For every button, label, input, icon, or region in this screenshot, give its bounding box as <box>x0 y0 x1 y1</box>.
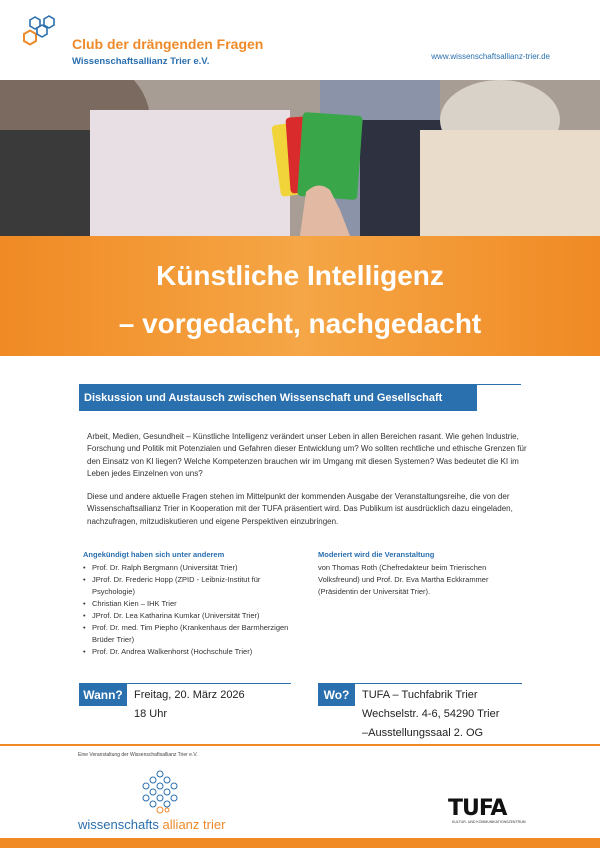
hexagon-logo-icon <box>20 14 70 54</box>
bottom-strip <box>0 838 600 848</box>
hero-photo-illustration <box>0 80 600 236</box>
list-item: • Prof. Dr. Ralph Bergmann (Universität Trier) <box>83 562 303 574</box>
tufa-logo: TUFA <box>448 796 507 821</box>
list-item: • Prof. Dr. Andrea Walkenhorst (Hochschule Trier) <box>83 646 303 658</box>
moderation-heading: Moderiert wird die Veranstaltung <box>318 550 435 559</box>
header <box>0 0 600 80</box>
club-title: Club der drängenden Fragen <box>72 36 264 52</box>
list-item: • Christian Kien – IHK Trier <box>83 598 303 610</box>
hero-photo <box>0 80 600 236</box>
tufa-subtitle: KULTUR- UND KOMMUNIKATIONSZENTRUM <box>452 820 526 824</box>
where-label: Wo? <box>318 684 355 706</box>
when-label: Wann? <box>79 684 127 706</box>
venue-name: TUFA – Tuchfabrik Trier <box>362 689 478 701</box>
speakers-list <box>83 562 303 658</box>
website-link[interactable]: www.wissenschaftsallianz-trier.de <box>431 52 550 61</box>
wordmark-part1: wissenschafts <box>78 817 159 832</box>
event-date: Freitag, 20. März 2026 <box>134 689 245 701</box>
event-title-line1: Künstliche Intelligenz <box>156 260 444 291</box>
event-time: 18 Uhr <box>134 708 168 720</box>
list-item: • JProf. Dr. Frederic Hopp (ZPID - Leibniz-Institut für Psychologie) <box>83 574 303 598</box>
club-subtitle: Wissenschaftsallianz Trier e.V. <box>72 56 210 67</box>
venue-room: –Ausstellungssaal 2. OG <box>362 727 484 739</box>
moderation-text: von Thomas Roth (Chefredakteur beim Trierischen Volksfreund) und Prof. Dr. Eva Martha Eckkrammer (Präsidentin der Universität Trier). <box>318 563 489 596</box>
intro-paragraph: Arbeit, Medien, Gesundheit – Künstliche Intelligenz verändert unser Leben in allen Bereichen rasant. Wie gehen Industrie, Forschung und Politik mit Potenzialen und Gefahren dieser Entwicklung um? Wo sollten rechtliche und ethische Grenzen für den Einsatz von KI liegen? Welche Kompetenzen brauchen wir im Umgang mit diesen Systemen? Was bedeutet die KI im Leben jedes Einzelnen von uns? <box>87 432 527 478</box>
description-paragraph: Diese und andere aktuelle Fragen stehen im Mittelpunkt der kommenden Ausgabe der Veranstaltungsreihe, die von der Wissenschaftsallianz Trier in Kooperation mit der TUFA präsentiert wird. Das Publikum ist ausdrücklich dazu eingeladen, nachzufragen, mitzudiskutieren und eigene Perspektiven einzubringen. <box>87 492 513 526</box>
list-item: • Prof. Dr. med. Tim Piepho (Krankenhaus der Barmherzigen Brüder Trier) <box>83 622 303 646</box>
list-item: • JProf. Dr. Lea Katharina Kumkar (Universität Trier) <box>83 610 303 622</box>
title-banner <box>0 236 600 356</box>
footer-rule <box>0 744 600 746</box>
footer-note: Eine Veranstaltung der Wissenschaftsallianz Trier e.V. <box>78 752 198 758</box>
wissenschaftsallianz-logo-icon <box>140 768 180 816</box>
venue-address: Wechselstr. 4-6, 54290 Trier <box>362 708 500 720</box>
event-title-line2: – vorgedacht, nachgedacht <box>118 308 482 339</box>
wissenschaftsallianz-wordmark <box>78 817 225 832</box>
speakers-heading: Angekündigt haben sich unter anderem <box>83 550 225 559</box>
subheading: Diskussion und Austausch zwischen Wissenschaft und Gesellschaft <box>79 385 477 411</box>
wordmark-part2: allianz trier <box>162 817 226 832</box>
